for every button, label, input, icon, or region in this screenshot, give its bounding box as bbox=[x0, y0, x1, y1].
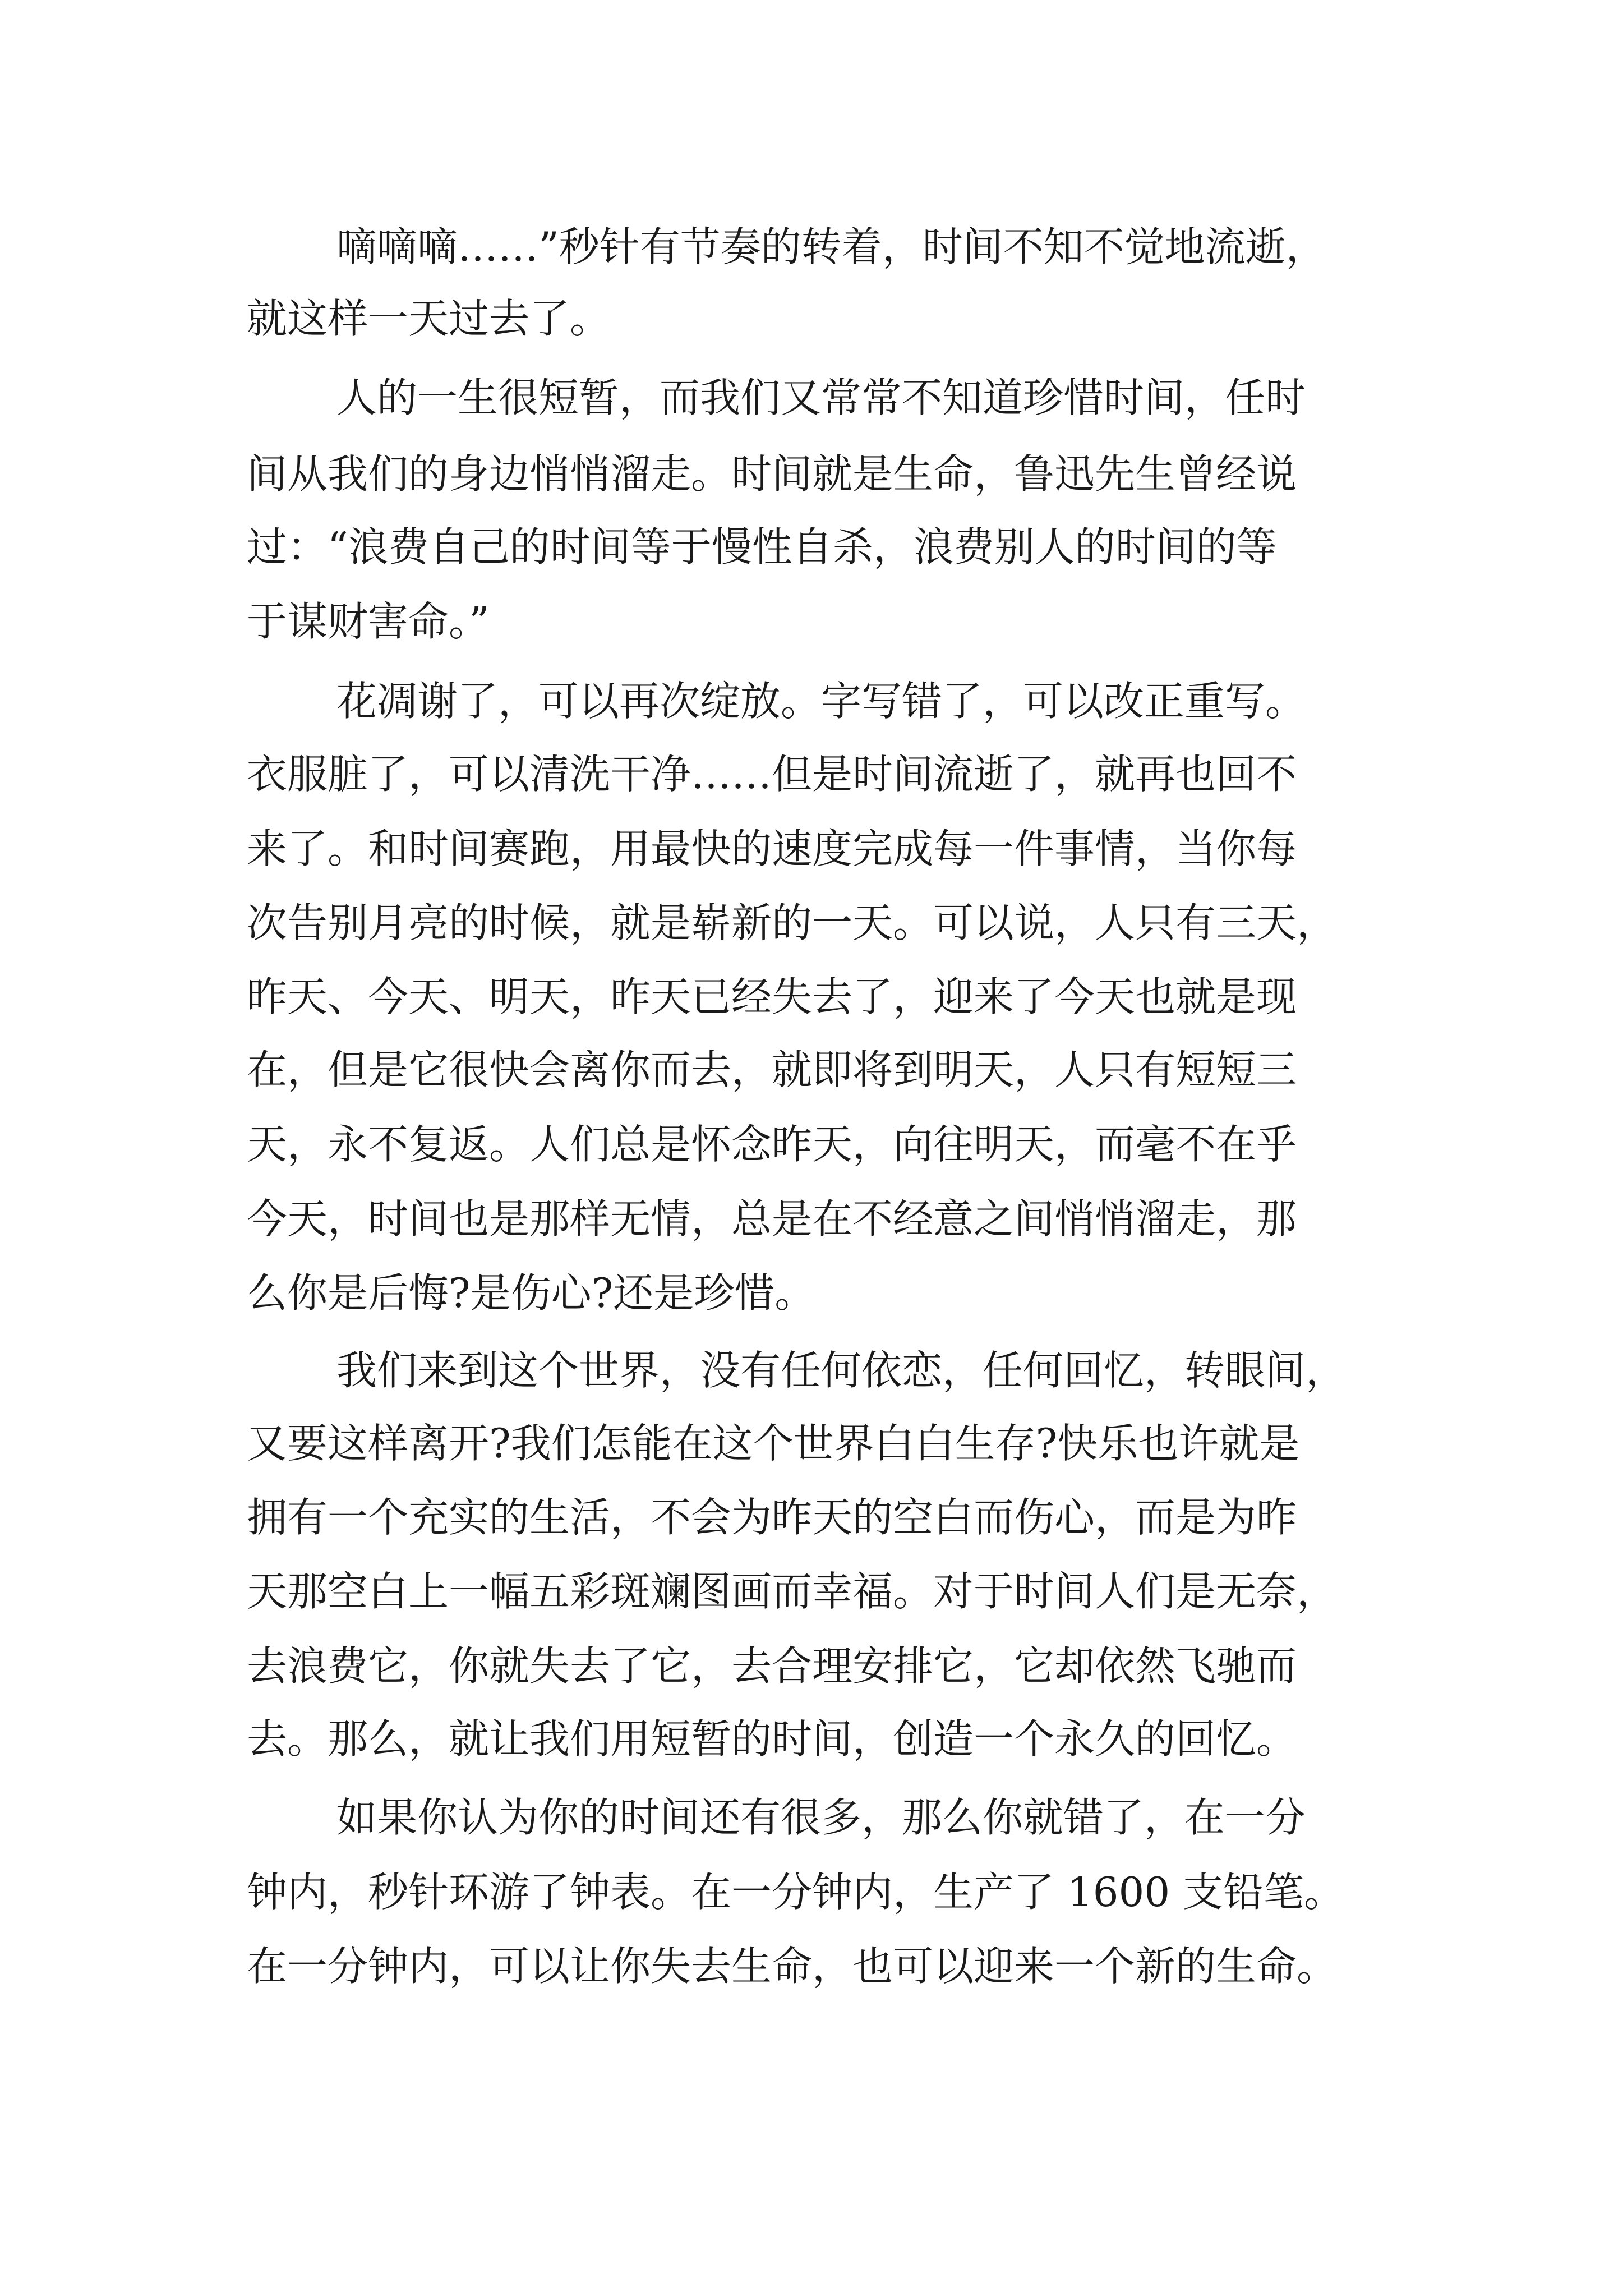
paragraph-3-line-1: 花凋谢了，可以再次绽放。字写错了，可以改正重写。 bbox=[336, 678, 1306, 725]
paragraph-4-line-1: 我们来到这个世界，没有任何依恋，任何回忆，转眼间， bbox=[336, 1347, 1347, 1394]
paragraph-3-line-7: 天，永不复返。人们总是怀念昨天，向往明天，而毫不在乎 bbox=[247, 1121, 1297, 1168]
paragraph-4-line-5: 去浪费它，你就失去了它，去合理安排它，它却依然飞驰而 bbox=[247, 1642, 1297, 1690]
paragraph-3-line-2: 衣服脏了，可以清洗干净……但是时间流逝了，就再也回不 bbox=[247, 751, 1297, 798]
paragraph-1-line-2: 就这样一天过去了。 bbox=[247, 295, 611, 342]
paragraph-3-line-3: 来了。和时间赛跑，用最快的速度完成每一件事情，当你每 bbox=[247, 825, 1297, 872]
paragraph-5-line-3: 在一分钟内，可以让你失去生命，也可以迎来一个新的生命。 bbox=[247, 1943, 1338, 1990]
paragraph-2-line-4: 于谋财害命。” bbox=[247, 598, 490, 645]
paragraph-3-line-8: 今天，时间也是那样无情，总是在不经意之间悄悄溜走，那 bbox=[247, 1195, 1297, 1243]
paragraph-1-line-1: 嘀嘀嘀……”秒针有节奏的转着，时间不知不觉地流逝， bbox=[336, 223, 1326, 270]
paragraph-4-line-2: 又要这样离开?我们怎能在这个世界白白生存?快乐也许就是 bbox=[247, 1420, 1300, 1467]
paragraph-3-line-4: 次告别月亮的时候，就是崭新的一天。可以说，人只有三天， bbox=[247, 899, 1338, 946]
paragraph-2-line-2: 间从我们的身边悄悄溜走。时间就是生命，鲁迅先生曾经说 bbox=[247, 450, 1297, 498]
paragraph-5-line-1: 如果你认为你的时间还有很多，那么你就错了，在一分 bbox=[336, 1794, 1306, 1841]
paragraph-5-line-2: 钟内，秒针环游了钟表。在一分钟内，生产了 1600 支铅笔。 bbox=[247, 1869, 1345, 1916]
paragraph-4-line-3: 拥有一个充实的生活，不会为昨天的空白而伤心，而是为昨 bbox=[247, 1494, 1297, 1541]
paragraph-2-line-1: 人的一生很短暂，而我们又常常不知道珍惜时间，任时 bbox=[336, 374, 1306, 421]
paragraph-3-line-9: 么你是后悔?是伤心?还是珍惜。 bbox=[247, 1269, 815, 1317]
paragraph-2-line-3: 过：“浪费自己的时间等于慢性自杀，浪费别人的时间的等 bbox=[247, 523, 1277, 570]
paragraph-3-line-6: 在，但是它很快会离你而去，就即将到明天，人只有短短三 bbox=[247, 1046, 1297, 1093]
paragraph-4-line-4: 天那空白上一幅五彩斑斓图画而幸福。对于时间人们是无奈， bbox=[247, 1568, 1338, 1615]
paragraph-4-line-6: 去。那么，就让我们用短暂的时间，创造一个永久的回忆。 bbox=[247, 1715, 1297, 1763]
paragraph-3-line-5: 昨天、今天、明天，昨天已经失去了，迎来了今天也就是现 bbox=[247, 973, 1297, 1020]
